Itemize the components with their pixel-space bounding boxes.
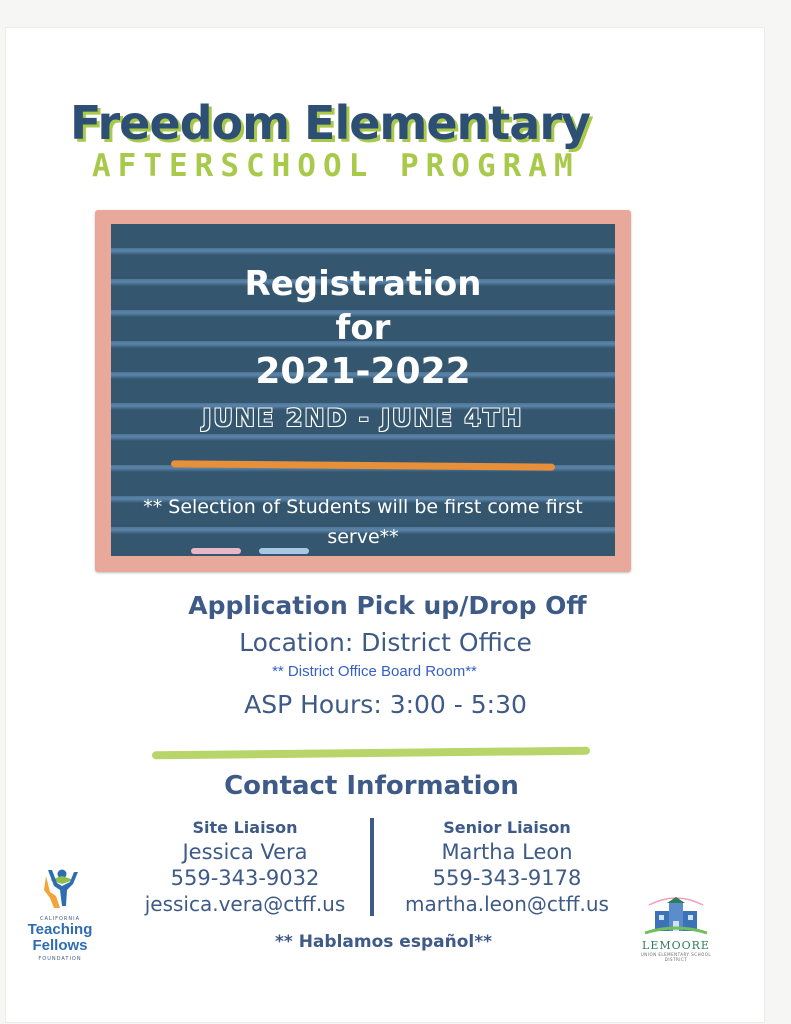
orange-underline [171, 460, 555, 470]
selection-note: ** Selection of Students will be first come first serve** [143, 496, 583, 548]
teaching-fellows-logo [20, 866, 100, 970]
graduate-figure-icon [40, 866, 80, 910]
school-building-icon [641, 893, 711, 935]
lemoore-district-logo [636, 893, 716, 963]
chalkboard-surface [111, 224, 615, 556]
application-heading: Application Pick up/Drop Off [188, 591, 587, 620]
spanish-note: ** Hablamos español** [275, 932, 492, 952]
lemoore-name: LEMOORE [642, 939, 710, 952]
school-title: Freedom Elementary [70, 96, 591, 150]
site-liaison-role: Site Liaison [192, 818, 298, 837]
chalkboard [95, 210, 631, 572]
ctf-fellows: Fellows [32, 937, 88, 954]
asp-hours: ASP Hours: 3:00 - 5:30 [244, 690, 527, 719]
location-text: Location: District Office [239, 628, 532, 657]
pink-chalk-icon [191, 548, 241, 554]
senior-liaison-card [382, 818, 632, 918]
site-liaison-phone: 559-343-9032 [170, 866, 320, 890]
ctf-foundation: FOUNDATION [38, 956, 82, 962]
senior-liaison-phone: 559-343-9178 [432, 866, 582, 890]
senior-liaison-name: Martha Leon [441, 840, 573, 864]
senior-liaison-role: Senior Liaison [443, 818, 571, 837]
site-liaison-email: jessica.vera@ctff.us [144, 892, 346, 916]
contact-heading: Contact Information [224, 771, 519, 801]
site-liaison-name: Jessica Vera [182, 840, 308, 864]
program-subtitle: AFTERSCHOOL PROGRAM [92, 148, 580, 184]
school-year: 2021-2022 [255, 351, 471, 392]
lemoore-subtitle: UNION ELEMENTARY SCHOOL DISTRICT [640, 952, 712, 962]
contact-divider [370, 818, 374, 916]
site-liaison-card [120, 818, 370, 918]
registration-dates: JUNE 2ND - JUNE 4TH [202, 404, 524, 432]
board-room-text: ** District Office Board Room** [272, 663, 477, 680]
for-text: for [335, 308, 391, 348]
ctf-teaching: Teaching [27, 921, 93, 938]
senior-liaison-email: martha.leon@ctff.us [405, 892, 609, 916]
blue-chalk-icon [259, 548, 309, 554]
registration-text: Registration [244, 264, 482, 304]
ctf-california: CALIFORNIA [39, 916, 81, 922]
